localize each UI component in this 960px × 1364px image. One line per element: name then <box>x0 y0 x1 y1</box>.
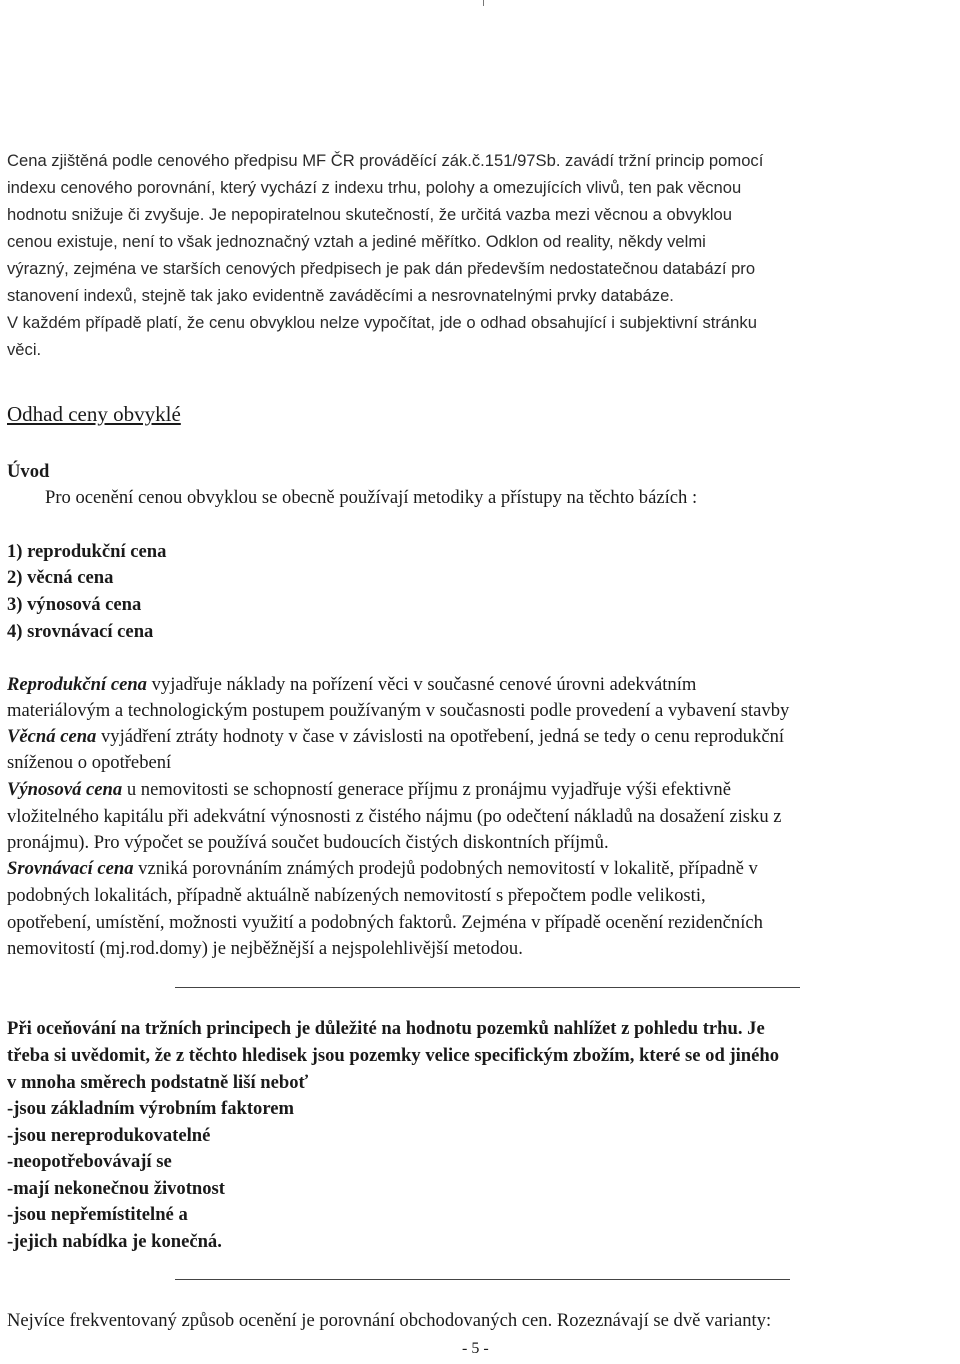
method-item: 3) výnosová cena <box>7 594 142 615</box>
term-reprodukcni: Reprodukční cena <box>7 674 147 695</box>
definition-srovnavaci <box>7 858 758 880</box>
definition-text: pronájmu). Pro výpočet se používá součet budoucích čistých diskontních příjmů. <box>7 832 609 853</box>
uvod-text: Pro ocenění cenou obvyklou se obecně používají metodiky a přístupy na těchto bázích : <box>45 487 698 508</box>
land-item: -jsou nepřemístitelné a <box>7 1204 188 1225</box>
intro-line: cenou existuje, není to však jednoznačný vztah a jediné měřítko. Odklon od reality, někdy velmi <box>7 232 706 251</box>
term-vynosova: Výnosová cena <box>7 779 123 800</box>
definition-text: opotřebení, umístění, možnosti využití a podobných faktorů. Zejména v případě ocenění rezidenčních <box>7 912 763 933</box>
definition-reprodukcni <box>7 674 696 696</box>
land-item: -jsou základním výrobním faktorem <box>7 1098 295 1119</box>
land-item: -mají nekonečnou životnost <box>7 1178 225 1199</box>
definition-text: u nemovitosti se schopností generace příjmu z pronájmu vyjadřuje výši efektivně <box>122 779 731 800</box>
land-line: v mnoha směrech podstatně liší neboť <box>7 1072 309 1093</box>
land-line: Při oceňování na tržních principech je důležité na hodnotu pozemků nahlížet z pohledu trhu. Je <box>7 1018 765 1039</box>
closing-line: Nejvíce frekventovaný způsob ocenění je porovnání obchodovaných cen. Rozeznávají se dvě varianty: <box>7 1310 772 1331</box>
definition-text: podobných lokalitách, případně aktuálně nabízených nemovitostí s přepočtem podle velikosti, <box>7 885 706 906</box>
separator-rule <box>175 1279 790 1280</box>
method-item: 2) věcná cena <box>7 567 114 588</box>
definition-text: vyjadřuje náklady na pořízení věci v současné cenové úrovni adekvátním <box>146 674 697 695</box>
method-item: 1) reprodukční cena <box>7 541 167 562</box>
method-item: 4) srovnávací cena <box>7 621 154 642</box>
intro-line: indexu cenového porovnání, který vychází z indexu trhu, polohy a omezujících vlivů, ten pak věcnou <box>7 178 742 197</box>
page-number: - 5 - <box>462 1340 489 1357</box>
intro-line: výrazný, zejména ve starších cenových předpisech je pak dán především nedostatečnou databází pro <box>7 259 756 278</box>
definition-text: vzniká porovnáním známých prodejů podobných nemovitostí v lokalitě, případně v <box>133 858 758 879</box>
definition-text: nemovitostí (mj.rod.domy) je nejběžnější a nejspolehlivější metodou. <box>7 938 523 959</box>
separator-rule <box>175 987 800 988</box>
scan-mark <box>483 0 484 6</box>
definition-text: materiálovým a technologickým postupem používaným v současnosti podle provedení a vybavení stavby <box>7 700 790 721</box>
term-vecna: Věcná cena <box>7 726 97 747</box>
definition-vynosova <box>7 779 731 801</box>
intro-line: stanovení indexů, stejně tak jako evidentně zaváděcími a nesrovnatelnými prvky databáze. <box>7 286 674 305</box>
intro-line: Cena zjištěná podle cenového předpisu MF ČR prováděící zák.č.151/97Sb. zavádí tržní princip pomocí <box>7 151 764 170</box>
definition-vecna <box>7 726 784 748</box>
land-item: -neopotřebovávají se <box>7 1151 172 1172</box>
definition-text: sníženou o opotřebení <box>7 752 172 773</box>
land-item: -jejich nabídka je konečná. <box>7 1231 222 1252</box>
definition-text: vložitelného kapitálu při adekvátní výnosnosti z čistého nájmu (po odečtení nákladů na dosažení zisku z <box>7 806 782 827</box>
section-heading: Odhad ceny obvyklé <box>7 402 181 426</box>
uvod-label: Úvod <box>7 461 50 482</box>
term-srovnavaci: Srovnávací cena <box>7 858 134 879</box>
land-item: -jsou nereprodukovatelné <box>7 1125 211 1146</box>
land-line: třeba si uvědomit, že z těchto hledisek jsou pozemky velice specifickým zbožím, které se od jiného <box>7 1045 780 1066</box>
intro-line: hodnotu snižuje či zvyšuje. Je nepopiratelnou skutečností, že určitá vazba mezi věcnou a obvyklou <box>7 205 733 224</box>
definition-text: vyjádření ztráty hodnoty v čase v závislosti na opotřebení, jedná se tedy o cenu reprodukční <box>96 726 785 747</box>
intro-line: V každém případě platí, že cenu obvyklou nelze vypočítat, jde o odhad obsahující i subjektivní stránku <box>7 313 757 332</box>
intro-line: věci. <box>7 340 42 359</box>
